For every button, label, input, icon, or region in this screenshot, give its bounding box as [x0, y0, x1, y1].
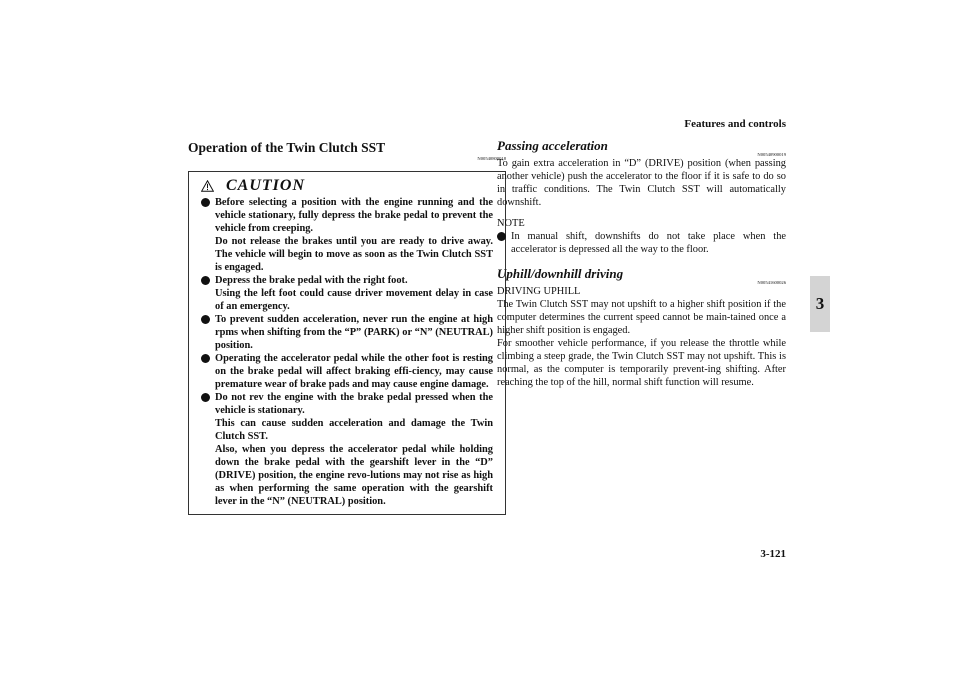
- caution-item: [201, 391, 493, 508]
- passing-body: To gain extra acceleration in “D” (DRIVE) position (when passing another vehicle) push the accelerator to the floor if it is safe to do so in traffic conditions. The Twin Clutch SST will automatically downshift.: [497, 158, 786, 208]
- bullet-icon: [201, 313, 215, 352]
- caution-item: [201, 352, 493, 391]
- passing-code: N00540900019: [757, 152, 786, 157]
- caution-item-text: Operating the accelerator pedal while the other foot is resting on the brake pedal will affect braking effi-ciency, may cause premature wear of brake pads and may cause engine damage.: [215, 353, 493, 390]
- chapter-tab: 3: [810, 276, 830, 332]
- caution-item-text: To prevent sudden acceleration, never run the engine at high rpms when shifting from the “P” (PARK) or “N” (NEUTRAL) position.: [215, 314, 493, 351]
- uphill-title: Uphill/downhill driving: [497, 266, 624, 281]
- caution-item-text: Depress the brake pedal with the right foot. Using the left foot could cause driver movement delay in case of an emergency.: [215, 275, 493, 312]
- caution-item: [201, 196, 493, 274]
- bullet-icon: [201, 391, 215, 508]
- caution-box: [188, 171, 506, 515]
- left-column: [188, 139, 506, 515]
- caution-item: [201, 313, 493, 352]
- note-item-text: In manual shift, downshifts do not take place when the accelerator is depressed all the way to the floor.: [511, 231, 786, 255]
- passing-title: Passing acceleration: [497, 138, 608, 153]
- bullet-icon: [201, 274, 215, 313]
- bullet-icon: [201, 352, 215, 391]
- caution-header: [189, 172, 505, 196]
- bullet-icon: [497, 230, 511, 256]
- caution-item: [201, 274, 493, 313]
- uphill-code: N00541600026: [757, 280, 786, 285]
- bullet-icon: [201, 196, 215, 274]
- right-column: [497, 139, 786, 389]
- note-label: NOTE: [497, 218, 525, 229]
- uphill-para-2: For smoother vehicle performance, if you release the throttle while climbing a steep grade, the Twin Clutch SST may not upshift. This is normal, as the computer is temporarily prevent-ing shifting. After reaching the top of the hill, normal shift function will resume.: [497, 338, 786, 388]
- caution-list: [189, 196, 505, 508]
- uphill-subheading: DRIVING UPHILL: [497, 286, 581, 297]
- page-number: 3-121: [760, 548, 786, 560]
- section-code: N00540800018: [477, 156, 506, 161]
- caution-item-text: Do not rev the engine with the brake pedal pressed when the vehicle is stationary. This can cause sudden acceleration and damage the Twin Clutch SST. Also, when you depress the accelerator pedal while holding down the brake pedal with the gearshift lever in the “D” (DRIVE) position, the engine revo-lutions may not rise as high as when performing the same operation with the gearshift lever in the “N” (NEUTRAL) position.: [215, 392, 493, 507]
- caution-item-text: Before selecting a position with the engine running and the vehicle stationary, fully depress the brake pedal to prevent the vehicle from creeping. Do not release the brakes until you are ready to drive away. The vehicle will begin to move as soon as the Twin Clutch SST is engaged.: [215, 197, 493, 273]
- warning-triangle-icon: [201, 180, 214, 192]
- note-item: [497, 230, 786, 256]
- caution-label: CAUTION: [226, 177, 306, 194]
- header-title: Features and controls: [684, 118, 786, 130]
- section-title: Operation of the Twin Clutch SST: [188, 140, 386, 155]
- uphill-para-1: The Twin Clutch SST may not upshift to a higher shift position if the computer determines the current speed cannot be main-tained once a higher shift position is engaged.: [497, 299, 786, 336]
